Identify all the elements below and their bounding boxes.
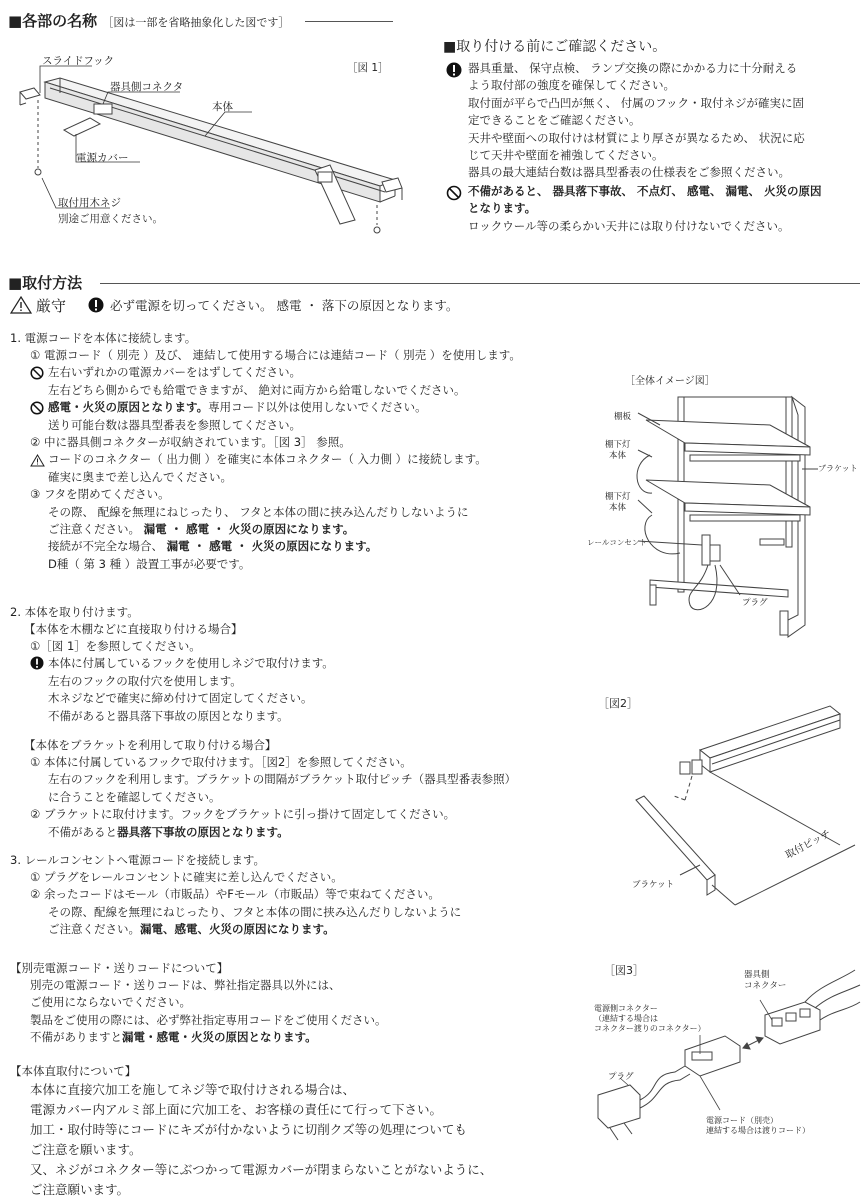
cord-label: 電源コード（別売） 連結する場合は渡りコード） [706,1116,810,1135]
power-connector-label: 電源側コネクター （連結する場合は コネクター渡りのコネクター） [594,1004,706,1033]
fig2-label: ［図2］ [598,697,638,710]
fig3-plug-label: プラグ [608,1072,634,1082]
prohibited-icon [30,401,44,415]
step2-sub1: 【本体を木棚などに直接取り付ける場合】 [24,622,243,636]
direct-title: 【本体直取付について】 [10,1064,137,1078]
parts-header-note: ［図は一部を省略抽象化した図です］ [102,16,290,29]
step1-title: 1. 電源コードを本体に接続します。 [10,331,197,345]
before-text: 器具重量、 保守点検、 ランプ交換の際にかかる力に十分耐える よう取付部の強度を確保してください。 取付面が平らで凸凹が無く、 付属のフック・取付ネジが確実に固 定できることをご確認ください。 天井や壁面への取付けは材質により厚さが異なるため、 状況に応 じて天井や壁面を補強してください。 器具の最大連結台数は器具型番表の仕様表をご参照ください。 [468,61,805,180]
fig3-label: ［図3］ [604,964,644,977]
before-warning: 不備があると、 器具落下事故、 不点灯、 感電、 漏電、 火災の原因 となります。 [468,184,822,216]
power-cover-label: 電源カバー [76,152,129,164]
parts-header: ■各部の名称 ［図は一部を省略抽象化した図です］ [8,12,290,30]
direct-body: 本体に直接穴加工を施してネジ等で取付けされる場合は、 電源カバー内アルミ部上面に穴加工を、お客様の責任にて行って下さい。 加工・取付時等にコードにキズが付かないように切削クズ等の処理についても ご注意を願います。 又、ネジがコネクター等にぶつかって電源カバーが閉まらないことがないように、 ご注意願います。 [30,1082,493,1197]
caution-icon [10,296,32,314]
pitch-label: 取付ピッチ [783,828,833,862]
separate-body: 別売の電源コード・送りコードは、弊社指定器具以外には、 ご使用にならないでください。 製品をご使用の際には、必ず弊社指定専用コードをご使用ください。 不備がありますと漏電・感電・火災の原因となります。 [30,978,387,1045]
strict-label: 厳守 [36,297,67,315]
under-light-2-label: 棚下灯 本体 [605,492,631,513]
plug-label: プラグ [742,598,768,608]
step2-body-a: ①［図 1］を参照してください。 本体に付属しているフックを使用しネジで取付けます。 左右のフックの取付穴を使用します。 木ネジなどで確実に締め付けて固定してください。 不備があると器具落下事故の原因となります。 [30,639,334,723]
caution-icon [30,454,45,467]
method-divider [100,283,860,284]
prohibited-icon [446,185,462,201]
method-header: ■取付方法 [8,274,83,292]
overall-illustration [590,385,860,645]
separate-title: 【別売電源コード・送りコードについて】 [10,961,229,975]
exclamation-icon [88,297,104,313]
shelf-label: 棚板 [614,412,632,422]
step2-sub2: 【本体をブラケットを利用して取り付ける場合】 [24,738,277,752]
fig3-illustration [580,960,860,1180]
under-light-1-label: 棚下灯 本体 [605,440,631,461]
rail-outlet-label: レールコンセント [587,538,647,547]
fig2-bracket-label: ブラケット [632,880,675,890]
step3-body: ① プラグをレールコンセントに確実に差し込んでください。 ② 余ったコードはモール（市販品）やFモール（市販品）等で束ねてください。 その際、配線を無理にねじったり、フタと本体の間に挟み込んだりしないように ご注意ください。漏電、感電、火災の原因になります。 [30,870,462,937]
wood-screw-label: 取付用木ネジ [58,197,121,209]
overall-label: ［全体イメージ図］ [625,376,715,387]
step1-body: ① 電源コード（ 別売 ）及び、 連結して使用する場合には連結コード（ 別売 ）を使用します。 左右いずれかの電源カバーをはずしてください。 左右どちら側からでも給電できますが、 絶対に両方から給電しないでください。 感電・火災の原因となります。専用コード以外は使用しないでください。 送り可能台数は器具型番表を参照してください。 ② 中に器具側コネクターが収納されています。［図 3］ 参照。 コードのコネクター（ 出力側 ）を確実に本体コネクター（ 入力側 ）に接続します。 確実に奥まで差し込んでください。 ③ フタを閉めてください。 その際、 配線を無理にねじったり、 フタと本体の間に挟み込んだりしないように ご注意ください。 漏電 ・ 感電 ・ 火災の原因になります。 接続が不完全な場合、 漏電 ・ 感電 ・ 火災の原因になります。 D種（ 第 3 種 ）設置工事が必要です。 [30,348,521,571]
device-connector-label: 器具側 コネクター [744,970,787,991]
step2-body-b: ① 本体に付属しているフックで取付けます。［図2］を参照してください。 左右のフックを利用します。ブラケットの間隔がブラケット取付ピッチ（器具型番表参照） に合うことを確認してください。 ② ブラケットに取付けます。フックをブラケットに引っ掛けて固定してください。 不備があると器具落下事故の原因となります。 [30,755,517,839]
exclamation-icon [446,62,462,78]
bracket-label: ブラケット [818,464,858,473]
wood-screw-note: 別途ご用意ください。 [58,213,163,225]
body-label: 本体 [212,101,233,113]
step2-title: 2. 本体を取り付けます。 [10,605,139,619]
connector-label: 器具側コネクタ [110,81,184,93]
exclamation-icon [30,656,44,670]
prohibited-icon [30,366,44,380]
step3-title: 3. レールコンセントへ電源コードを接続します。 [10,853,265,867]
before-last: ロックウール等の柔らかい天井には取り付けないでください。 [468,219,790,233]
before-header: ■取り付ける前にご確認ください。 [443,39,667,55]
slide-hook-label: スライドフック [42,55,115,67]
fig1-label: ［図 1］ [347,62,389,74]
strict-message: 必ず電源を切ってください。 感電 ・ 落下の原因となります。 [110,298,459,313]
